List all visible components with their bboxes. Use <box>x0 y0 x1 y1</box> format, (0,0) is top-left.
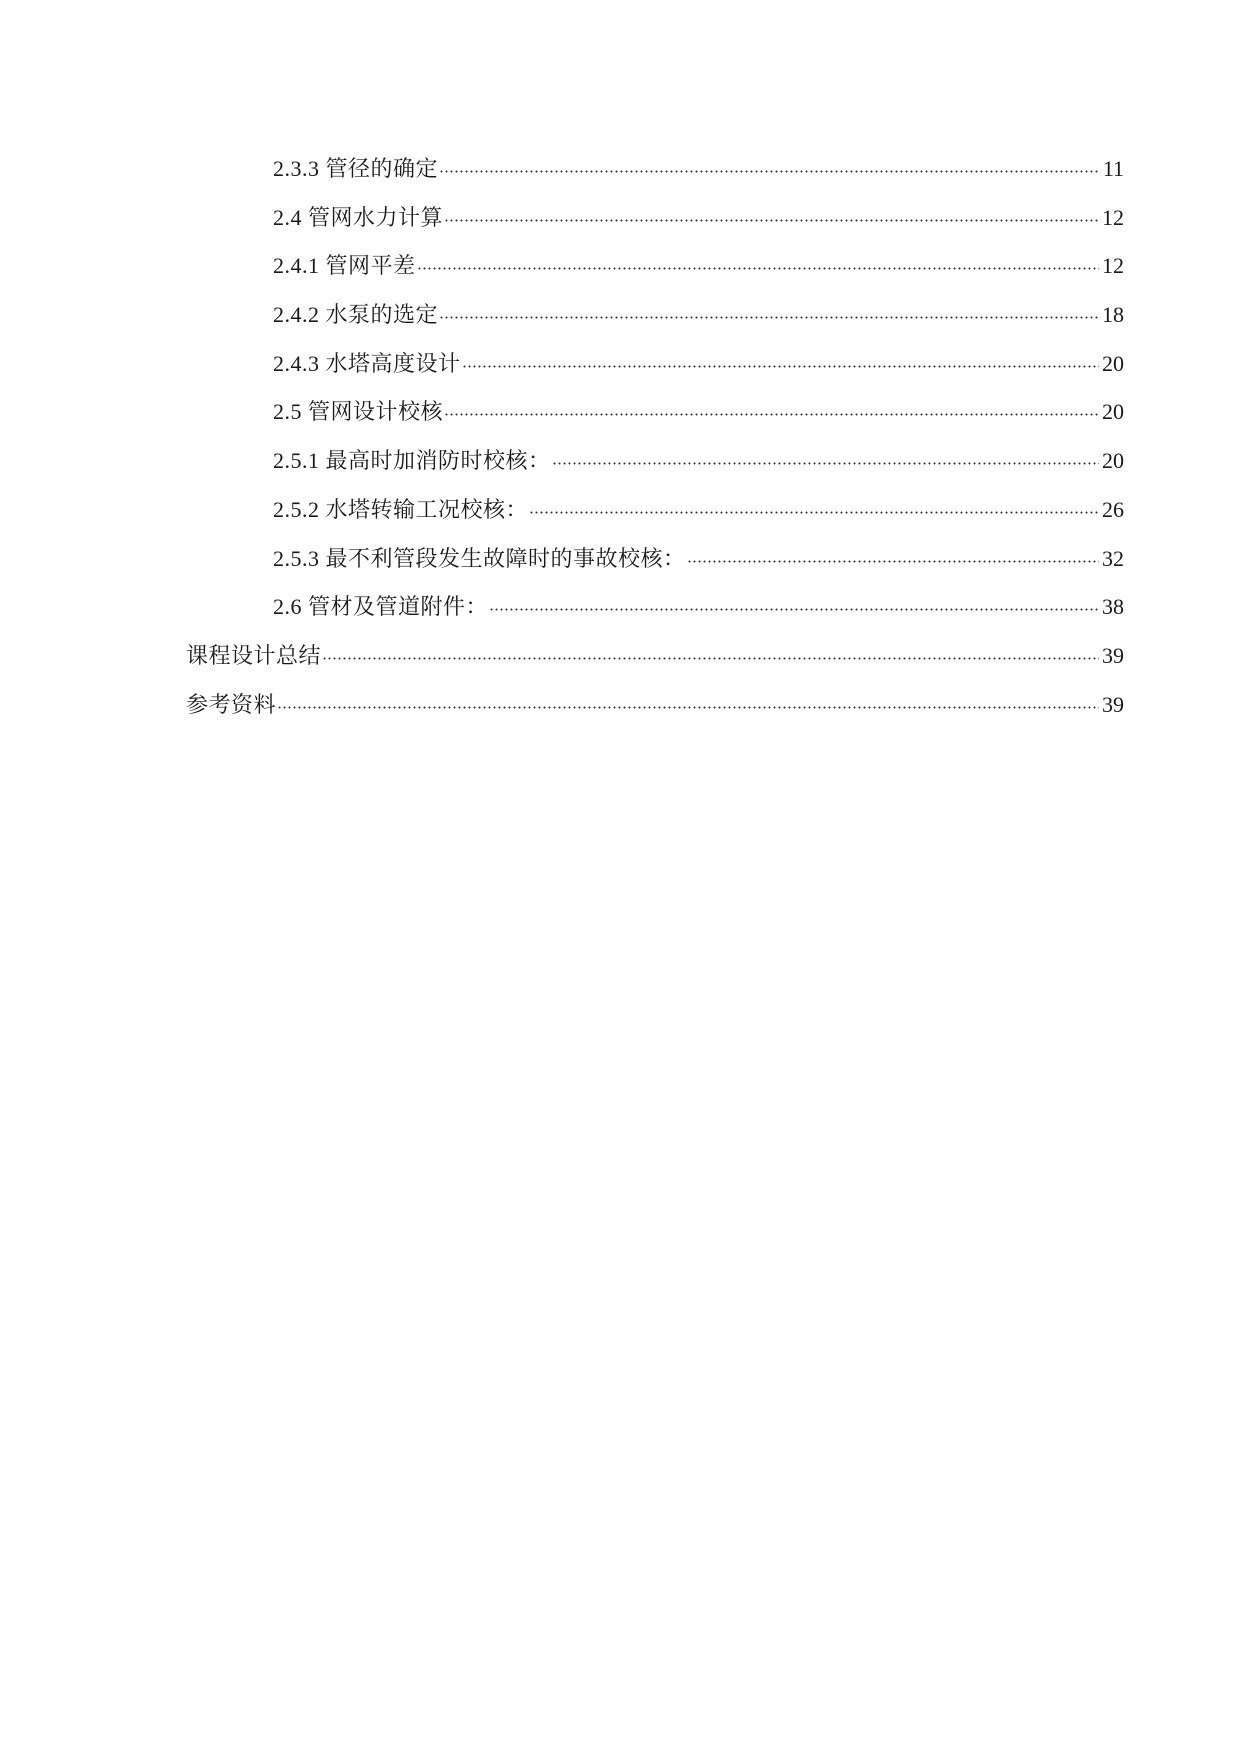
toc-entry-title: 2.6 管材及管道附件： <box>273 594 489 620</box>
toc-entry-page: 20 <box>1102 399 1124 425</box>
toc-entry[interactable] <box>186 203 1124 252</box>
toc-entry-page: 39 <box>1102 642 1124 668</box>
toc-entry-title: 参考资料 <box>186 691 277 717</box>
toc-dot-leader <box>687 544 1099 564</box>
toc-entry[interactable] <box>186 397 1124 446</box>
toc-entry-title: 2.5 管网设计校核 <box>273 399 444 425</box>
toc-entry[interactable] <box>186 251 1124 300</box>
toc-entry-title: 2.4 管网水力计算 <box>273 204 444 230</box>
toc-entry-title: 2.5.1 最高时加消防时校核： <box>273 448 551 474</box>
toc-dot-leader <box>444 397 1099 417</box>
toc-entry[interactable] <box>186 349 1124 398</box>
toc-entry-page: 12 <box>1102 253 1124 279</box>
toc-dot-leader <box>439 154 1099 174</box>
table-of-contents <box>186 154 1124 738</box>
toc-entry-page: 11 <box>1102 156 1124 181</box>
toc-entry-title: 2.5.2 水塔转输工况校核： <box>273 496 529 522</box>
toc-entry-page: 39 <box>1102 691 1124 717</box>
toc-entry[interactable] <box>186 690 1124 739</box>
toc-dot-leader <box>322 641 1099 661</box>
toc-entry[interactable] <box>186 592 1124 641</box>
toc-dot-leader <box>552 446 1099 466</box>
toc-entry[interactable] <box>186 641 1124 690</box>
toc-entry-title: 2.4.1 管网平差 <box>273 253 416 279</box>
toc-entry-page: 18 <box>1102 302 1124 328</box>
toc-dot-leader <box>444 203 1099 223</box>
toc-entry[interactable] <box>186 544 1124 593</box>
toc-entry-title: 2.3.3 管径的确定 <box>273 156 439 181</box>
toc-entry-title: 2.5.3 最不利管段发生故障时的事故校核： <box>273 545 686 571</box>
toc-entry-page: 38 <box>1102 594 1124 620</box>
toc-entry-title: 2.4.3 水塔高度设计 <box>273 350 461 376</box>
toc-entry-title: 2.4.2 水泵的选定 <box>273 302 439 328</box>
toc-entry-title: 课程设计总结 <box>186 642 322 668</box>
toc-entry[interactable] <box>186 154 1124 203</box>
toc-entry-page: 26 <box>1102 496 1124 522</box>
toc-dot-leader <box>489 592 1099 612</box>
toc-dot-leader <box>529 495 1099 515</box>
toc-entry-page: 20 <box>1102 350 1124 376</box>
toc-entry[interactable] <box>186 446 1124 495</box>
toc-dot-leader <box>417 251 1099 271</box>
toc-entry-page: 32 <box>1102 545 1124 571</box>
toc-entry-page: 12 <box>1102 204 1124 230</box>
toc-entry[interactable] <box>186 495 1124 544</box>
toc-dot-leader <box>439 300 1099 320</box>
toc-entry-page: 20 <box>1102 448 1124 474</box>
toc-entry[interactable] <box>186 300 1124 349</box>
toc-dot-leader <box>277 690 1099 710</box>
toc-dot-leader <box>462 349 1099 369</box>
